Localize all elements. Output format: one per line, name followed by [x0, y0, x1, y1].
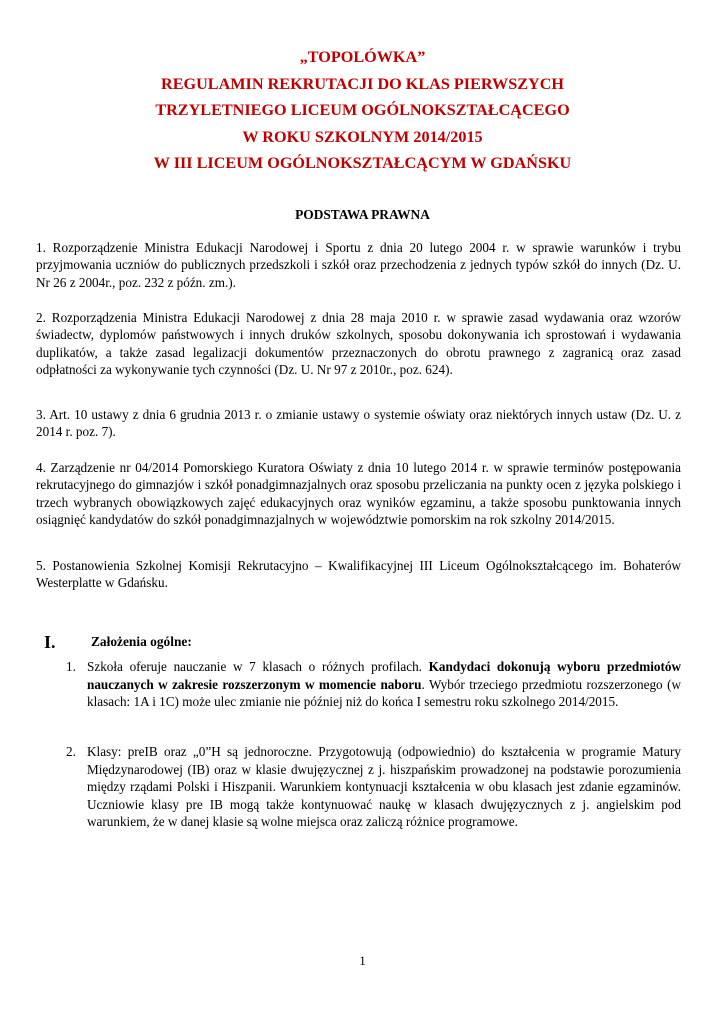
- list-item-1-text-start: Szkoła oferuje nauczanie w 7 klasach o różnych profilach.: [87, 659, 429, 674]
- section-roman-numeral: I.: [44, 632, 56, 652]
- legal-basis-paragraph-4: 4. Zarządzenie nr 04/2014 Pomorskiego Kuratora Oświaty z dnia 10 lutego 2014 r. w sprawie terminów postępowania rekrutacyjnego do gimnazjów i szkół ponadgimnazjalnych oraz sposobu przeliczania na punkty ocen z języka polskiego i trzech wybranych obowiązkowych zajęć edukacyjnych oraz wyników egzaminu, a także sposobu punktowania innych osiągnięć kandydatów do szkół ponadgimnazjalnych w województwie pomorskim na rok szkolny 2014/2015.: [36, 460, 681, 528]
- list-item-number-2: 2.: [66, 744, 76, 759]
- title-line-school-name: W III LICEUM OGÓLNOKSZTAŁCĄCYM W GDAŃSKU: [153, 154, 572, 172]
- title-line-regulation: REGULAMIN REKRUTACJI DO KLAS PIERWSZYCH: [161, 74, 564, 93]
- legal-basis-paragraph-5: 5. Postanowienia Szkolnej Komisji Rekrutacyjno – Kwalifikacyjnej III Liceum Ogólnokształcącego im. Bohaterów Westerplatte w Gdańsku.: [36, 558, 681, 591]
- title-line-school-year: W ROKU SZKOLNYM 2014/2015: [242, 127, 483, 146]
- list-item-2: Klasy: preIB oraz „0”H są jednoroczne. Przygotowują (odpowiednio) do kształcenia w programie Matury Międzynarodowej (IB) oraz w klasie dwujęzycznej z j. hiszpańskim prowadzonej na podstawie porozumienia między rządami Polski i Hiszpanii. Warunkiem kontynuacji kształcenia w obu klasach jest zdanie egzaminów. Uczniowie klasy pre IB mogą także kontynuować naukę w klasach dwujęzycznych z j. angielskim pod warunkiem, że w danej klasie są wolne miejsca oraz zaliczą różnice programowe.: [87, 744, 681, 830]
- title-line-school-type: TRZYLETNIEGO LICEUM OGÓLNOKSZTAŁCĄCEGO: [155, 101, 570, 119]
- list-item-1-text-bold: Kandydaci dokonują wyboru przedmiotów nauczanych w zakresie rozszerzonym w momencie naboru: [87, 659, 681, 692]
- list-item-1-text-end: . Wybór trzeciego przedmiotu rozszerzonego (w klasach: 1A i 1C) może ulec zmianie nie później niż do końca I semestru roku szkolnego 2014/2015.: [87, 676, 681, 710]
- list-item-1: [87, 658, 681, 711]
- title-line-nickname: „TOPOLÓWKA”: [299, 48, 426, 66]
- legal-basis-heading: PODSTAWA PRAWNA: [295, 207, 430, 222]
- legal-basis-paragraph-2: 2. Rozporządzenia Ministra Edukacji Narodowej z dnia 28 maja 2010 r. w sprawie zasad wydawania oraz wzorów świadectw, dyplomów państwowych i innych druków szkolnych, sposobu dokonywania ich sprostowań i wydawania duplikatów, a także zasad legalizacji dokumentów przeznaczonych do obrotu prawnego z zagranicą oraz zasad odpłatności za wykonywanie tych czynności (Dz. U. Nr 97 z 2010r., poz. 624).: [36, 310, 681, 378]
- legal-basis-paragraph-3: 3. Art. 10 ustawy z dnia 6 grudnia 2013 r. o zmianie ustawy o systemie oświaty oraz niektórych innych ustaw (Dz. U. z 2014 r. poz. 7).: [36, 407, 681, 440]
- page-number: 1: [359, 953, 366, 968]
- document-title: [60, 44, 665, 177]
- list-item-number-1: 1.: [66, 659, 76, 674]
- legal-basis-paragraph-1: 1. Rozporządzenie Ministra Edukacji Narodowej i Sportu z dnia 20 lutego 2004 r. w sprawie warunków i trybu przyjmowania uczniów do publicznych przedszkoli i szkół oraz przechodzenia z jednych typów szkół do innych (Dz. U. Nr 26 z 2004r., poz. 232 z późn. zm.).: [36, 240, 681, 290]
- section-title: Założenia ogólne:: [91, 634, 192, 649]
